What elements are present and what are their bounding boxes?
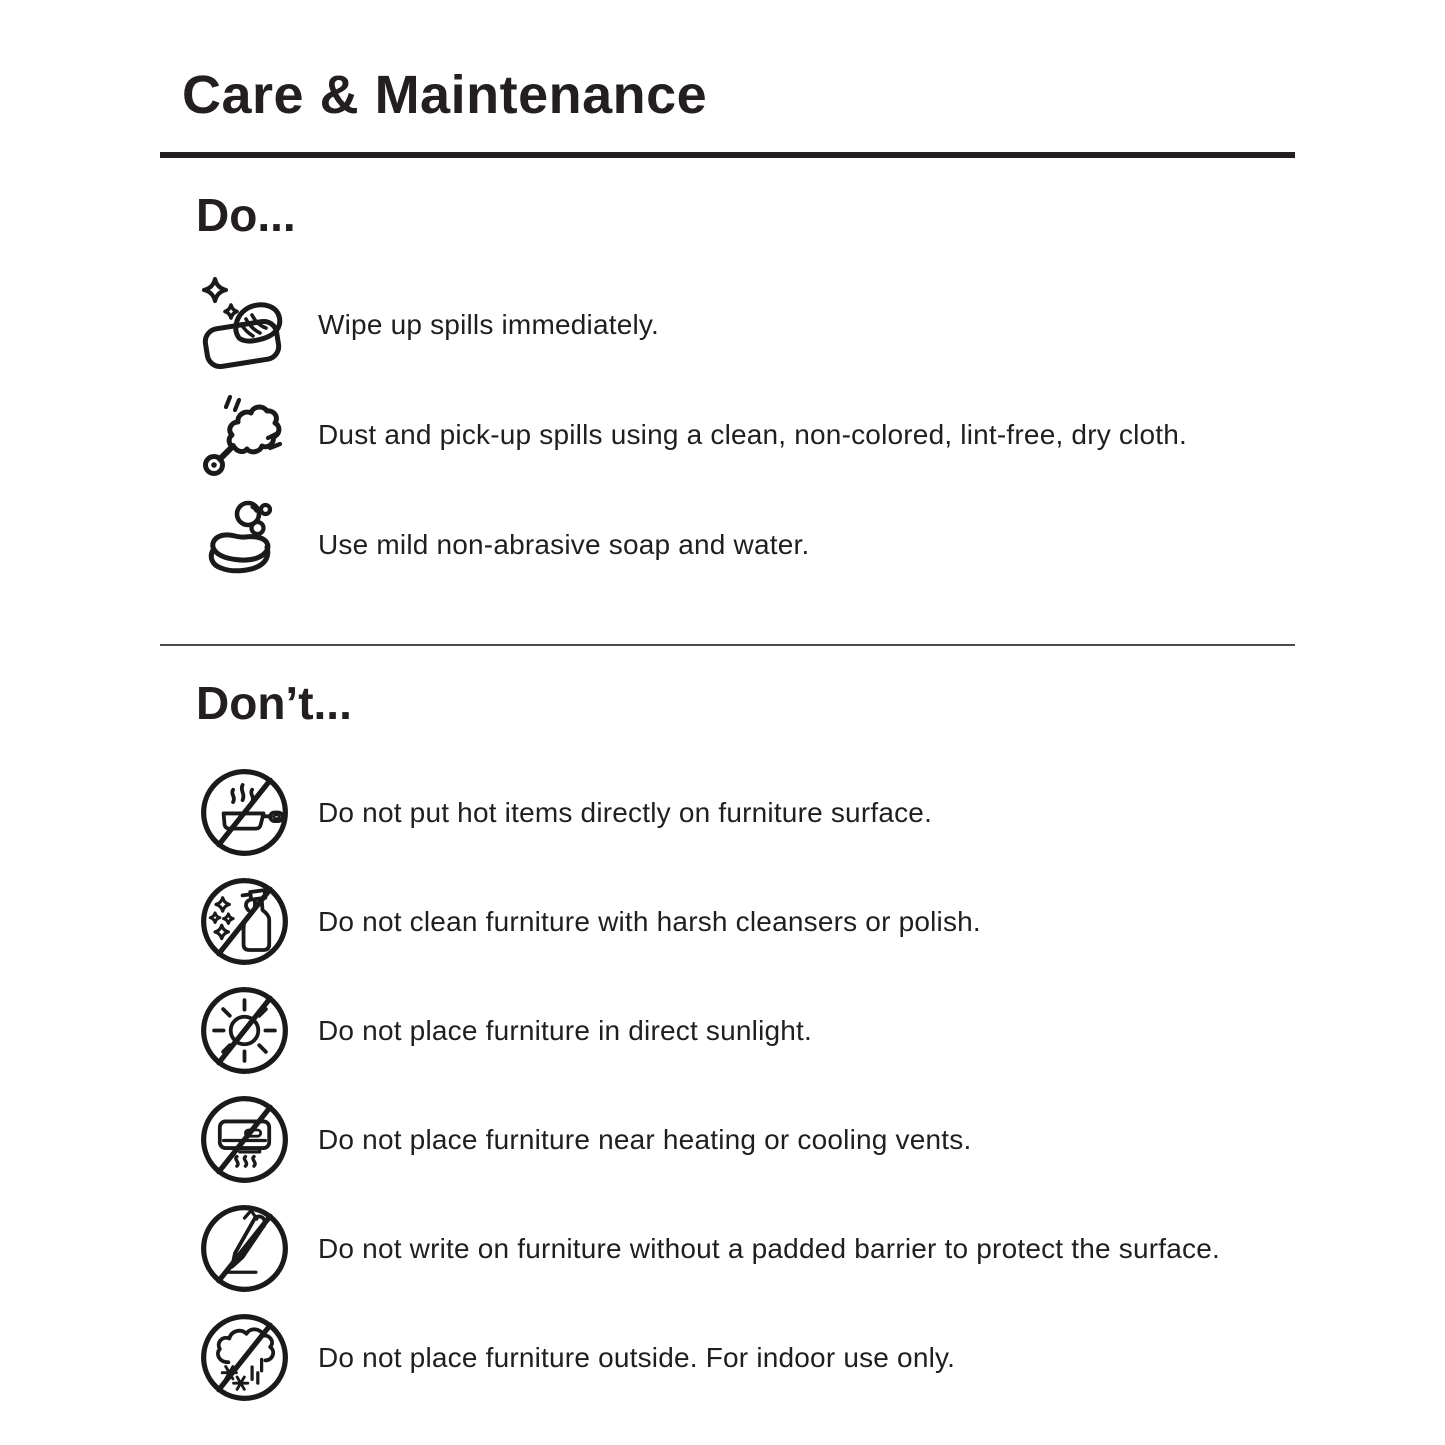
dont-item-outdoor-use (194, 1303, 1295, 1412)
dont-item-harsh-cleansers (194, 867, 1295, 976)
dont-items-list (160, 758, 1295, 1412)
title-divider (160, 152, 1295, 158)
dont-item-text: Do not write on furniture without a padded barrier to protect the surface. (318, 1232, 1220, 1264)
dont-item-text: Do not place furniture near heating or cooling vents. (318, 1123, 972, 1155)
dont-item-hot-items (194, 758, 1295, 867)
do-item-text: Use mild non-abrasive soap and water. (318, 529, 810, 560)
wipe-hand-icon (194, 275, 294, 375)
no-direct-sunlight-icon (194, 983, 294, 1078)
no-hot-items-icon (194, 765, 294, 860)
dont-item-text: Do not put hot items directly on furniture surface. (318, 796, 933, 828)
no-harsh-cleansers-icon (194, 874, 294, 969)
page-title: Care & Maintenance (182, 65, 708, 125)
do-section-heading: Do... (196, 189, 296, 241)
do-items-list (160, 270, 1295, 600)
dont-item-heating-vents (194, 1085, 1295, 1194)
dont-section-heading: Don’t... (196, 677, 352, 729)
dont-item-text: Do not place furniture outside. For indoor use only. (318, 1341, 956, 1373)
do-item-dusting (194, 380, 1295, 490)
section-divider (160, 644, 1295, 646)
no-outdoor-use-icon (194, 1310, 294, 1405)
duster-icon (194, 385, 294, 485)
do-item-mild-soap (194, 490, 1295, 600)
sponge-icon (194, 495, 294, 595)
dont-item-writing (194, 1194, 1295, 1303)
dont-item-direct-sunlight (194, 976, 1295, 1085)
no-writing-icon (194, 1201, 294, 1296)
do-item-wipe-spills (194, 270, 1295, 380)
do-item-text: Dust and pick-up spills using a clean, non-colored, lint-free, dry cloth. (318, 419, 1188, 450)
do-item-text: Wipe up spills immediately. (318, 309, 659, 340)
dont-item-text: Do not place furniture in direct sunlight. (318, 1014, 812, 1046)
dont-item-text: Do not clean furniture with harsh cleansers or polish. (318, 905, 981, 937)
no-heating-vents-icon (194, 1092, 294, 1187)
